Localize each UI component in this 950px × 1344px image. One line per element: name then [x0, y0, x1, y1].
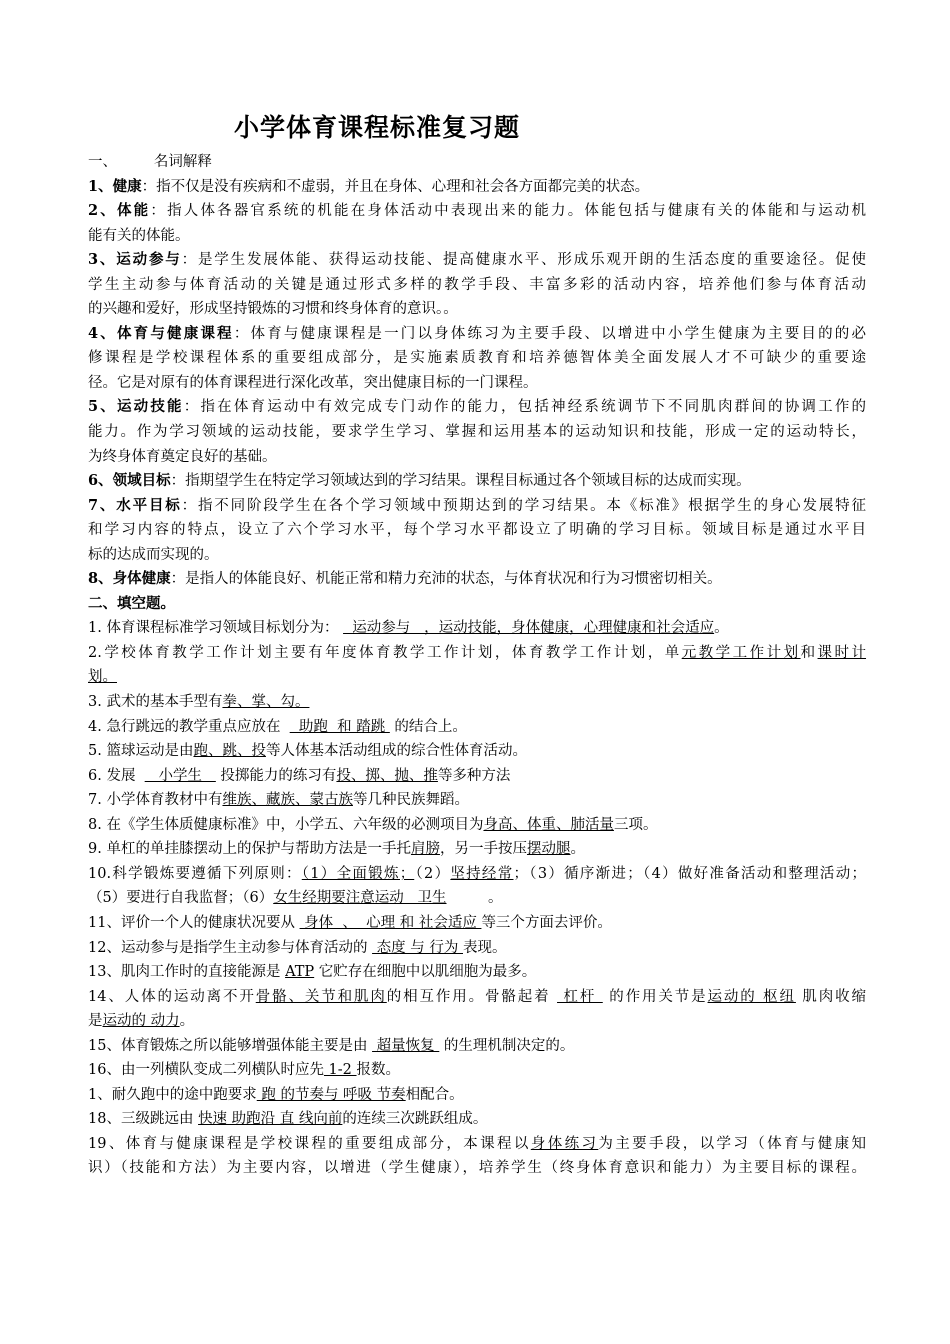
term-label: 二、填空题。 — [88, 594, 175, 612]
answer-blank: 运动参与 ，运动技能，身体健康，心理健康和社会适应 — [343, 620, 715, 637]
text-segment: 报数。 — [356, 1062, 401, 1079]
text-segment: ：指在体育运动中有效完成专门动作的能力，包括神经系统调节下不同肌肉群间的协调工作的 — [183, 399, 867, 416]
term-label: 3、运动参与 — [88, 251, 182, 269]
text-segment: 1、耐久跑中的途中跑要求 — [88, 1086, 257, 1103]
text-segment: 肌肉收缩 — [795, 988, 867, 1005]
text-line — [88, 788, 866, 813]
text-line — [88, 911, 866, 936]
text-line — [88, 420, 866, 445]
text-line — [88, 469, 866, 494]
text-line — [88, 543, 866, 568]
text-segment: ：指人体各器官系统的机能在身体活动中表现出来的能力。体能包括与健康有关的体能和与运动机 — [150, 203, 867, 220]
text-segment: 和学习内容的特点，设立了六个学习水平，每个学习水平都设立了明确的学习目标。领域目标是通过水平目 — [88, 522, 866, 539]
text-segment: ：指不同阶段学生在各个学习领域中预期达到的学习结果。本《标准》根据学生的身心发展特征 — [181, 497, 866, 514]
answer-blank: 运动的 枢纽 — [707, 988, 796, 1005]
text-segment: 8. 在《学生体质健康标准》中，小学五、六年级的必测项目为 — [88, 816, 484, 833]
text-segment: 的相互作用。骨骼起着 — [386, 988, 558, 1005]
text-segment: 的结合上。 — [389, 718, 467, 735]
text-segment: ：指不仅是没有疾病和不虚弱，并且在身体、心理和社会各方面都完美的状态。 — [141, 178, 650, 195]
text-segment: 一、 名词解释 — [88, 154, 212, 170]
answer-blank: 运动的 动力 — [102, 1013, 180, 1030]
text-line — [88, 322, 866, 347]
text-segment: 识）（技能和方法）为主要内容，以增进（学生健康），培养学生（终身体育意识和能力）为主要目标的课程。 — [88, 1160, 866, 1177]
text-segment: 等几种民族舞蹈。 — [352, 792, 469, 809]
text-segment: 等多种方法 — [437, 767, 511, 784]
text-line — [88, 518, 866, 543]
text-segment: 投掷能力的练习有 — [215, 767, 337, 784]
text-segment: 表现。 — [463, 939, 507, 956]
text-segment: 为主要手段，以学习（体育与健康知 — [598, 1135, 867, 1152]
answer-blank: 跑 的节奏与 呼吸 节奏 — [256, 1086, 406, 1103]
text-line — [88, 764, 866, 789]
text-line — [88, 960, 866, 985]
text-line — [88, 150, 866, 175]
term-label: 8、身体健康 — [88, 570, 171, 588]
text-segment: 的生理机制决定的。 — [439, 1037, 575, 1054]
text-line — [88, 1132, 866, 1157]
answer-blank: （1）全面锻炼； — [301, 865, 415, 882]
answer-blank: ATP — [285, 964, 315, 981]
text-line — [88, 494, 866, 519]
document-title: 小学体育课程标准复习题 — [234, 113, 521, 142]
text-line — [88, 616, 866, 641]
answer-blank: 助跑 和 踏跳 — [289, 718, 390, 735]
text-line — [88, 1009, 866, 1034]
text-segment: 12、运动参与是指学生主动参与体育活动的 — [88, 939, 373, 956]
text-segment: 为终身体育奠定良好的基础。 — [88, 448, 277, 465]
text-segment: 是 — [88, 1013, 103, 1030]
term-label: 5、运动技能 — [88, 398, 184, 416]
answer-blank: 拳、掌、勾。 — [222, 694, 310, 711]
text-line — [88, 862, 866, 887]
text-segment: 1. 体育课程标准学习领域目标划分为： — [88, 620, 344, 637]
text-line — [88, 395, 866, 420]
term-label: 4、体育与健康课程 — [88, 324, 234, 342]
text-line — [88, 739, 866, 764]
text-segment: 。 — [714, 620, 729, 637]
text-line — [88, 371, 866, 396]
text-line — [88, 690, 866, 715]
text-line — [88, 715, 866, 740]
text-segment: 标的达成而实现的。 — [88, 546, 219, 563]
text-line — [88, 248, 866, 273]
answer-blank: 肩膀 — [410, 841, 440, 858]
text-segment: ，另一手按压 — [439, 841, 527, 858]
text-line — [88, 936, 866, 961]
answer-blank: 女生经期要注意运动 卫生 — [273, 890, 447, 907]
text-line — [88, 641, 866, 666]
text-segment: 3. 武术的基本手型有 — [88, 694, 223, 711]
text-segment: ：是学生发展体能、获得运动技能、提高健康水平、形成乐观开朗的生活态度的重要途径。促使 — [181, 252, 866, 269]
answer-blank: 元教学工作计划 — [681, 644, 801, 661]
text-segment: 4. 急行跳远的教学重点应放在 — [88, 718, 290, 735]
text-segment: ；（3）循序渐进；（4）做好准备活动和整理活动； — [513, 865, 866, 882]
text-segment: 它贮存在细胞中以肌细胞为最多。 — [314, 964, 537, 981]
text-segment: 16、由一列横队变成二列横队时应先 — [88, 1062, 324, 1079]
answer-blank: 课时计 — [817, 644, 867, 661]
answer-blank: 跑、跳、投 — [193, 743, 266, 760]
text-line — [88, 199, 866, 224]
answer-blank: 坚持经常 — [450, 865, 514, 882]
answer-blank: 划。 — [88, 669, 117, 686]
text-segment: 的兴趣和爱好，形成坚持锻炼的习惯和终身体育的意识。。 — [88, 301, 458, 318]
answer-blank: 态度 与 行为 — [372, 939, 463, 956]
answer-blank: 摆动腿 — [526, 841, 571, 858]
text-segment: 能力。作为学习领域的运动技能，要求学生学习、掌握和运用基本的运动知识和技能，形成一定的运动特长， — [88, 424, 866, 441]
text-line — [88, 567, 866, 592]
text-segment: 。 — [570, 841, 585, 858]
answer-blank: 杠杆 — [557, 988, 603, 1005]
text-segment: 14、人体的运动离不开 — [88, 988, 256, 1005]
answer-blank: 身体练习 — [530, 1135, 599, 1152]
text-segment: 能有关的体能。 — [88, 227, 190, 244]
text-line — [88, 445, 866, 470]
text-segment: 6. 发展 — [88, 767, 145, 784]
text-segment: 13、肌肉工作时的直接能源是 — [88, 964, 286, 981]
text-segment: 9. 单杠的单挂膝摆动上的保护与帮助方法是一手托 — [88, 841, 411, 858]
text-segment: 三项。 — [613, 816, 658, 833]
text-segment: 等三个方面去评价。 — [481, 914, 612, 931]
text-line — [88, 886, 866, 911]
answer-blank: 维族、藏族、蒙古族 — [222, 792, 353, 809]
text-line — [88, 346, 866, 371]
text-line — [88, 273, 866, 298]
text-segment: 18、三级跳远由 — [88, 1111, 199, 1128]
text-line — [88, 813, 866, 838]
term-label: 6、领域目标 — [88, 472, 171, 490]
text-segment: 学生主动参与体育活动的关键是通过形式多样的教学手段、丰富多彩的活动内容，培养他们参与体育活动 — [88, 276, 866, 293]
text-line — [88, 985, 866, 1010]
text-segment: 。 — [179, 1013, 195, 1030]
term-label: 7、水平目标 — [88, 496, 182, 514]
text-segment: 和 — [800, 644, 818, 661]
text-segment: 。 — [446, 890, 503, 907]
answer-blank: 投、掷、抛、推 — [336, 767, 438, 784]
document-body — [88, 150, 866, 1181]
text-line — [88, 1156, 866, 1181]
text-segment: ：指期望学生在特定学习领域达到的学习结果。课程目标通过各个领域目标的达成而实现。 — [170, 473, 751, 490]
text-segment: 的连续三次跳跃组成。 — [342, 1111, 488, 1128]
text-segment: （5）要进行自我监督；（6） — [88, 890, 274, 907]
text-line — [88, 297, 866, 322]
text-segment: 2.学校体育教学工作计划主要有年度体育教学工作计划，体育教学工作计划，单 — [88, 644, 682, 661]
answer-blank: 超量恢复 — [372, 1037, 440, 1054]
text-segment: 15、体育锻炼之所以能够增强体能主要是由 — [88, 1037, 373, 1054]
text-line — [88, 665, 866, 690]
text-line — [88, 175, 866, 200]
text-segment: ：体育与健康课程是一门以身体练习为主要手段、以增进中小学生健康为主要目的的必 — [233, 325, 867, 342]
answer-blank: 骨骼、关节和肌肉 — [255, 988, 387, 1005]
term-label: 2、体能 — [88, 202, 151, 220]
answer-blank: 快速 助跑沿 直 线向前 — [198, 1111, 343, 1128]
text-segment: ：是指人的体能良好、机能正常和精力充沛的状态，与体育状况和行为习惯密切相关。 — [170, 571, 722, 588]
answer-blank: 1-2 — [323, 1062, 357, 1079]
term-label: 1、健康 — [88, 177, 142, 195]
text-segment: 10.科学锻炼要遵循下列原则： — [88, 865, 302, 882]
text-segment: 径。它是对原有的体育课程进行深化改革，突出健康目标的一门课程。 — [88, 374, 538, 391]
text-line — [88, 224, 866, 249]
text-line — [88, 1083, 866, 1108]
answer-blank: 小学生 — [144, 767, 216, 784]
text-segment: 5. 篮球运动是由 — [88, 743, 194, 760]
answer-blank: 身体 、 心理 和 社会适应 — [299, 914, 482, 931]
text-segment: （2） — [414, 865, 451, 882]
text-segment: 的作用关节是 — [602, 988, 708, 1005]
text-segment: 11、评价一个人的健康状况要从 — [88, 914, 300, 931]
text-segment: 7. 小学体育教材中有 — [88, 792, 223, 809]
answer-blank: 身高、体重、肺活量 — [483, 816, 614, 833]
text-line — [88, 1107, 866, 1132]
text-segment: 相配合。 — [405, 1086, 464, 1103]
text-line — [88, 592, 866, 617]
text-segment: 等人体基本活动组成的综合性体育活动。 — [265, 743, 527, 760]
text-line — [88, 1058, 866, 1083]
text-line — [88, 1034, 866, 1059]
text-segment: 修课程是学校课程体系的重要组成部分，是实施素质教育和培养德智体美全面发展人才不可缺少的重要途 — [88, 350, 866, 367]
text-segment: 19、体育与健康课程是学校课程的重要组成部分，本课程以 — [88, 1135, 531, 1152]
text-line — [88, 837, 866, 862]
